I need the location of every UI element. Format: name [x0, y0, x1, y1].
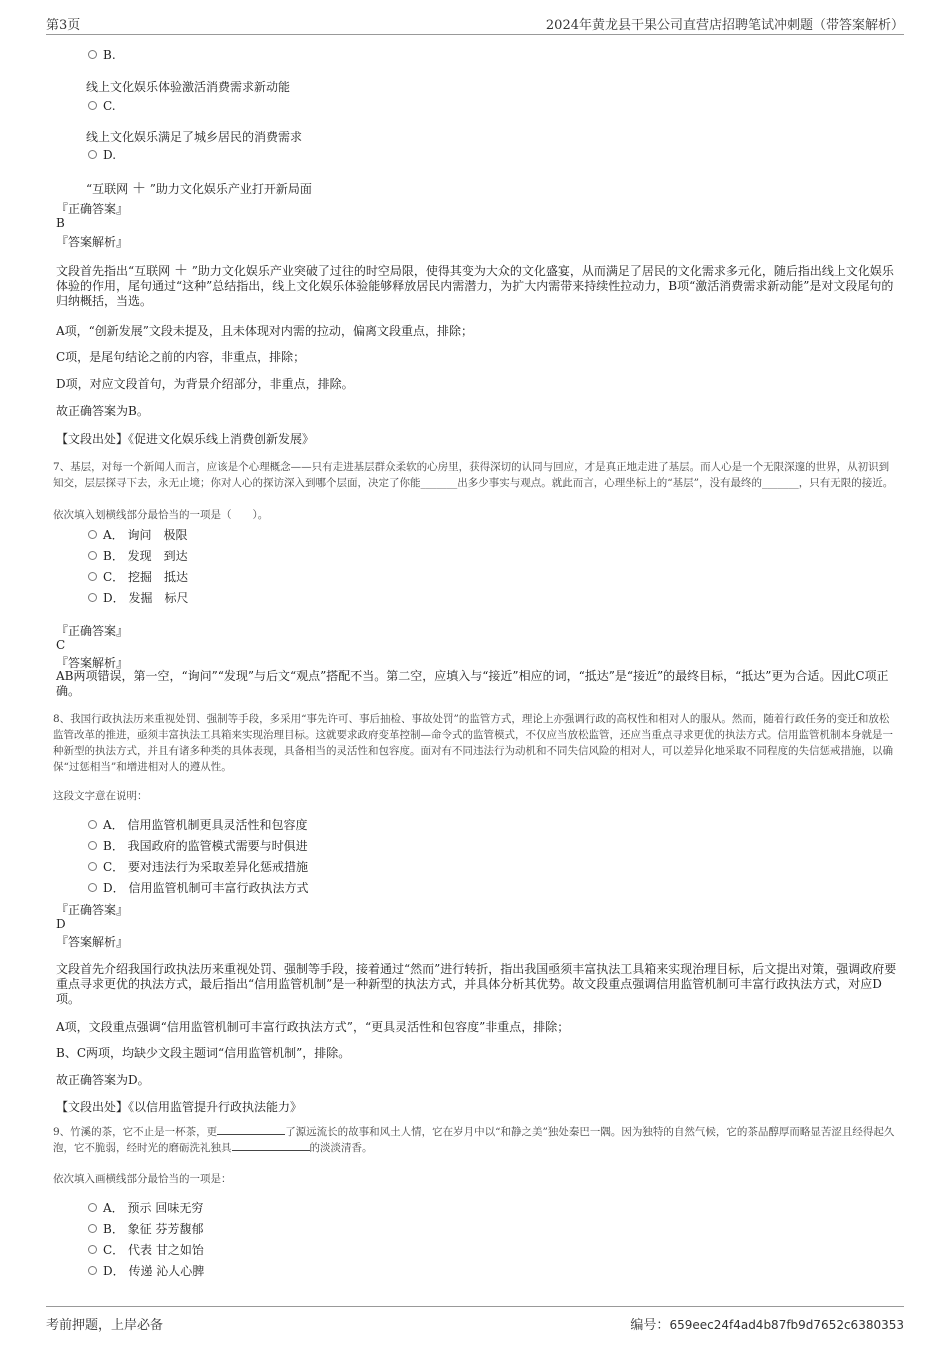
q6-option-b-text: 线上文化娱乐体验激活消费需求新动能: [86, 80, 291, 94]
option-label: A．: [103, 1201, 124, 1215]
radio-icon[interactable]: [88, 841, 97, 850]
radio-icon[interactable]: [88, 1203, 97, 1212]
option-text: 要对违法行为采取差异化惩戒措施: [128, 860, 309, 874]
document-title: 2024年黄龙县干果公司直营店招聘笔试冲刺题（带答案解析）: [545, 18, 904, 33]
analysis-part: ”助力文化娱乐产业突破了过往的时空局限，使得其变为大众的文化盛宴，从而满足了居民的文化需求多元化，随后指出线上文化娱乐体验的作用，尾句通过“这种”总结指出，线上文化娱乐体验能够释放居民内需潜力，为扩大内需带来持续性拉动力，B项“激活消费需求新动能”是对文段尾句的归纳概括，当选。: [56, 264, 894, 308]
q6-option-d[interactable]: [88, 148, 116, 162]
code-label: 编号：: [630, 1318, 670, 1333]
q9-option-c[interactable]: [88, 1241, 204, 1258]
option-label: A．: [103, 528, 124, 542]
q8-analysis-heading: 『答案解析』: [56, 935, 129, 949]
option-text: 传递 沁人心脾: [128, 1264, 205, 1278]
option-label: C．: [103, 1243, 125, 1257]
blank-line: [232, 1140, 310, 1151]
radio-icon[interactable]: [88, 1245, 97, 1254]
q7-option-c[interactable]: [88, 568, 188, 585]
radio-icon[interactable]: [88, 1266, 97, 1275]
q7-prompt: 依次填入划横线部分最恰当的一项是（ ）。: [53, 509, 269, 521]
option-label: C．: [103, 860, 125, 874]
page-header: [46, 12, 904, 35]
blank-line: [217, 1124, 285, 1135]
radio-icon[interactable]: [88, 1224, 97, 1233]
q6-answer-heading: 『正确答案』: [56, 202, 129, 216]
radio-icon[interactable]: [88, 820, 97, 829]
option-label: D．: [103, 1264, 125, 1278]
option-label: D．: [103, 881, 125, 895]
q6-source: 【文段出处】《促进文化娱乐线上消费创新发展》: [56, 432, 315, 446]
q6-option-d-text: [86, 178, 312, 198]
option-text: 我国政府的监管模式需要与时俱进: [127, 839, 308, 853]
option-label: C．: [103, 570, 125, 584]
radio-icon[interactable]: [88, 50, 97, 59]
q6-answer: B: [56, 216, 65, 230]
document-code: [630, 1314, 904, 1333]
q7-analysis-heading: 『答案解析』: [56, 656, 129, 670]
q9-option-a[interactable]: [88, 1199, 203, 1216]
option-label: D．: [103, 591, 125, 605]
q7-option-d[interactable]: [88, 589, 188, 606]
q6-analysis-p4: D项，对应文段首句，为背景介绍部分，非重点，排除。: [56, 377, 354, 391]
q7-option-b[interactable]: [88, 547, 188, 564]
q7-stem: 7、基层，对每一个新闻人而言，应该是个心理概念——只有走进基层群众柔软的心房里，获得深切的认同与回应，才是真正地走进了基层。而人心是一个无限深邃的世界，从初识到知交，层层探寻下去，永无止境；你对人心的探访深入到哪个层面，决定了你能_______出多少事实与观点。就此而言，心理坐标上的“基层”，没有最终的_______，只有无限的接近。: [53, 461, 894, 489]
option-label: A．: [103, 818, 124, 832]
q8-prompt: 这段文字意在说明：: [53, 790, 148, 802]
q8-answer-heading: 『正确答案』: [56, 903, 129, 917]
q7-option-a[interactable]: [88, 526, 188, 543]
stem-part: 了源远流长的故事和风土人情，它在岁月中以“和静之美”独处秦巴一隅。因为独特的自然气候，它的茶品醇厚而略显苦涩且经得起久泡，它不脆弱，经时光的磨砺洗礼独具: [53, 1126, 895, 1154]
code-value: 659eec24f4ad4b87fb9d7652c6380353: [669, 1318, 904, 1332]
q8-source: 【文段出处】《以信用监管提升行政执法能力》: [56, 1100, 303, 1114]
q6-analysis-p3: C项，是尾句结论之前的内容，非重点，排除；: [56, 350, 306, 364]
option-text-part: ”助力文化娱乐产业打开新局面: [149, 182, 312, 196]
q8-analysis-p1: 文段首先介绍我国行政执法历来重视处罚、强制等手段，接着通过“然而”进行转折，指出我国亟须丰富执法工具箱来实现治理目标，后文提出对策，强调政府要重点寻求更优的执法方式，最后指出“信用监管机制”是一种新型的执法方式，并具体分析其优势。故文段重点强调信用监管机制可丰富行政执法方式，对应D项。: [56, 962, 897, 1006]
option-label: D.: [103, 148, 117, 162]
q7-answer-heading: 『正确答案』: [56, 624, 129, 638]
q9-prompt: 依次填入画横线部分最恰当的一项是：: [53, 1173, 232, 1185]
radio-icon[interactable]: [88, 101, 97, 110]
q8-analysis-p4: 故正确答案为D。: [56, 1073, 150, 1087]
option-text: 信用监管机制更具灵活性和包容度: [127, 818, 308, 832]
q8-answer: D: [56, 917, 66, 931]
radio-icon[interactable]: [88, 150, 97, 159]
q9-option-b[interactable]: [88, 1220, 203, 1237]
q6-option-b[interactable]: [88, 48, 116, 62]
stem-part: 9、竹溪的茶，它不止是一杯茶，更: [53, 1126, 218, 1138]
q6-analysis-p1: [56, 264, 898, 309]
option-text: 信用监管机制可丰富行政执法方式: [128, 881, 309, 895]
stem-part: 的淡淡清香。: [309, 1142, 373, 1154]
page-footer: [46, 1306, 904, 1337]
q7-answer: C: [56, 638, 66, 652]
option-text: 询问 极限: [127, 528, 188, 542]
q7-analysis: AB两项错误，第一空，“询问”“发现”与后文“观点”搭配不当。第二空，应填入与“接近”相应的词，“抵达”是“接近”的最终目标，“抵达”更为合适。因此C项正确。: [56, 669, 889, 698]
q6-analysis-p5: 故正确答案为B。: [56, 404, 149, 418]
radio-icon[interactable]: [88, 593, 97, 602]
option-label: B．: [103, 1222, 124, 1236]
radio-icon[interactable]: [88, 862, 97, 871]
option-text: 象征 芬芳馥郁: [127, 1222, 204, 1236]
page-number: 第3页: [46, 18, 81, 33]
q9-option-d[interactable]: [88, 1262, 204, 1279]
option-label: B.: [103, 48, 116, 62]
q8-option-a[interactable]: [88, 816, 308, 833]
radio-icon[interactable]: [88, 883, 97, 892]
option-text: 挖掘 抵达: [128, 570, 189, 584]
option-text: 预示 回味无穷: [127, 1201, 204, 1215]
radio-icon[interactable]: [88, 572, 97, 581]
footer-slogan: 考前押题，上岸必备: [46, 1318, 164, 1333]
q6-option-c[interactable]: [88, 99, 116, 113]
option-text: 发现 到达: [127, 549, 188, 563]
analysis-part: 文段首先指出“互联网: [56, 264, 171, 278]
option-label: C.: [103, 99, 116, 113]
radio-icon[interactable]: [88, 530, 97, 539]
plus-sign: ＋: [131, 181, 146, 197]
q6-option-c-text: 线上文化娱乐满足了城乡居民的消费需求: [86, 130, 303, 144]
plus-sign: ＋: [173, 263, 188, 279]
option-text: 代表 甘之如饴: [128, 1243, 204, 1257]
q9-stem: [53, 1124, 898, 1156]
option-text-part: “互联网: [86, 182, 129, 196]
option-text: 发掘 标尺: [128, 591, 189, 605]
q8-stem: 8、我国行政执法历来重视处罚、强制等手段，多采用“事先许可、事后抽检、事故处罚”的监管方式，理论上亦强调行政的高权性和相对人的服从。然而，随着行政任务的变迁和放松监管改革的推进，亟须丰富执法工具箱来实现治理目标。这就要求政府变革控制—命令式的监管模式，不仅应当放松监管，还应当重点寻求更优的执法方式。信用监管机制本身就是一种新型的执法方式，并且有诸多种类的具体表现，具备相当的灵活性和包容度。面对有不同违法行为动机和不同失信风险的相对人，可以差异化地采取不同程度的失信惩戒措施，以确保“过惩相当”和增进相对人的遵从性。: [53, 713, 893, 773]
q8-analysis-p2: A项，文段重点强调“信用监管机制可丰富行政执法方式”，“更具灵活性和包容度”非重点，排除；: [56, 1020, 570, 1034]
q8-option-d[interactable]: [88, 879, 308, 896]
q8-analysis-p3: B、C两项，均缺少文段主题词“信用监管机制”，排除。: [56, 1046, 351, 1060]
q6-analysis-p2: A项，“创新发展”文段未提及，且未体现对内需的拉动，偏离文段重点，排除；: [56, 324, 473, 338]
option-label: B．: [103, 549, 124, 563]
q6-analysis-heading: 『答案解析』: [56, 235, 129, 249]
option-label: B．: [103, 839, 124, 853]
q8-option-c[interactable]: [88, 858, 308, 875]
q8-option-b[interactable]: [88, 837, 308, 854]
radio-icon[interactable]: [88, 551, 97, 560]
